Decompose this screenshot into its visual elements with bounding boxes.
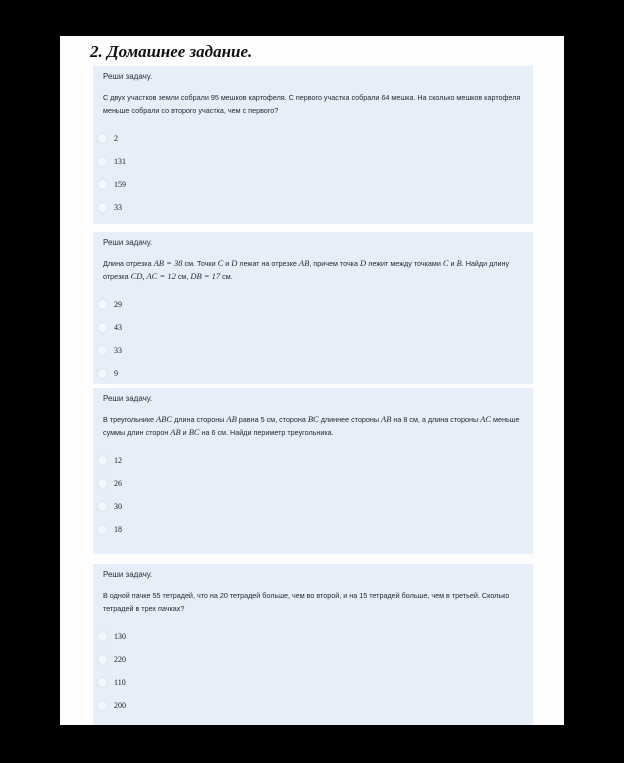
task-question: Длина отрезка AB = 38 см. Точки C и D лежат на отрезке AB, причем точка D лежит между точками C и B. Найди длину отрезка CD, AC = 12 см, DB = 17 см.: [103, 258, 510, 281]
radio-button[interactable]: [97, 631, 108, 642]
document-page: [60, 36, 564, 725]
answer-option[interactable]: 9: [103, 362, 523, 385]
radio-button[interactable]: [97, 478, 108, 489]
radio-button[interactable]: [97, 156, 108, 167]
task-prompt: Реши задачу.: [103, 570, 153, 579]
answer-option[interactable]: 33: [103, 196, 523, 219]
answer-option[interactable]: 110: [103, 671, 523, 694]
radio-button[interactable]: [97, 202, 108, 213]
task-card-1: [93, 66, 533, 224]
task-prompt: Реши задачу.: [103, 394, 153, 403]
answer-option[interactable]: 200: [103, 694, 523, 717]
answer-option[interactable]: 43: [103, 316, 523, 339]
task-card-2: [93, 232, 533, 384]
task-question: В треугольнике ABC длина стороны AB равна 5 см, сторона BC длиннее стороны AB на 8 см, а длина стороны AC меньше суммы длин сторон AB и BC на 6 см. Найди периметр треугольника.: [103, 414, 520, 437]
radio-button[interactable]: [97, 524, 108, 535]
answer-option[interactable]: 12: [103, 449, 523, 472]
answer-option[interactable]: 130: [103, 625, 523, 648]
radio-button[interactable]: [97, 345, 108, 356]
task-question: В одной пачке 55 тетрадей, что на 20 тетрадей больше, чем во второй, и на 15 тетрадей больше, чем в третьей. Сколько тетрадей в трех пачках?: [103, 591, 510, 613]
bottom-black-bar: [0, 725, 624, 763]
answer-option[interactable]: 220: [103, 648, 523, 671]
radio-button[interactable]: [97, 179, 108, 190]
answer-option[interactable]: 18: [103, 518, 523, 541]
radio-button[interactable]: [97, 322, 108, 333]
radio-button[interactable]: [97, 133, 108, 144]
answer-option[interactable]: 29: [103, 293, 523, 316]
radio-button[interactable]: [97, 700, 108, 711]
answer-option[interactable]: 33: [103, 339, 523, 362]
radio-button[interactable]: [97, 677, 108, 688]
task-card-3: [93, 388, 533, 554]
task-question: С двух участков земли собрали 95 мешков картофеля. С первого участка собрали 64 мешка. На сколько мешков картофеля меньше собрали со второго участка, чем с первого?: [103, 93, 521, 115]
task-card-4: [93, 564, 533, 725]
answer-option[interactable]: 30: [103, 495, 523, 518]
answer-option[interactable]: 131: [103, 150, 523, 173]
page-title: 2. Домашнее задание.: [90, 42, 253, 61]
radio-button[interactable]: [97, 501, 108, 512]
radio-button[interactable]: [97, 299, 108, 310]
task-prompt: Реши задачу.: [103, 72, 153, 81]
radio-button[interactable]: [97, 455, 108, 466]
answer-option[interactable]: 26: [103, 472, 523, 495]
answer-option[interactable]: 2: [103, 127, 523, 150]
radio-button[interactable]: [97, 368, 108, 379]
answer-option[interactable]: 159: [103, 173, 523, 196]
radio-button[interactable]: [97, 654, 108, 665]
task-prompt: Реши задачу.: [103, 238, 153, 247]
